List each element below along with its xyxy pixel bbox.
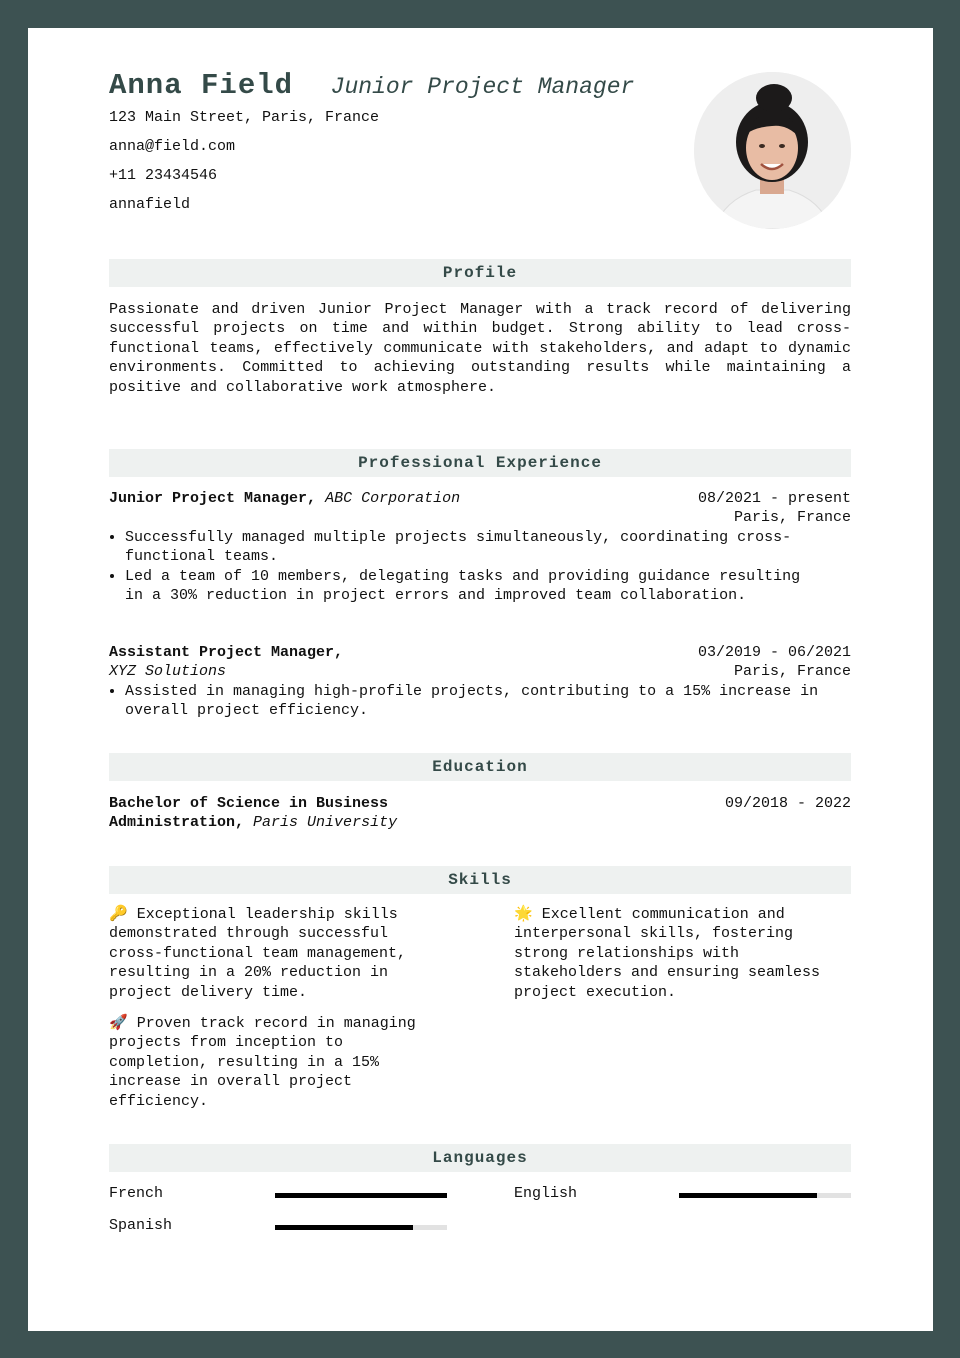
language-level-bar <box>275 1225 447 1230</box>
job-location: Paris, France <box>733 509 851 527</box>
experience-section-heading: Professional Experience <box>109 449 851 477</box>
language-name: French <box>109 1185 164 1202</box>
candidate-name: Anna Field <box>109 69 294 102</box>
skill-text: Proven track record in managing projects from inception to completion, resulting in a 15% increase in overall project efficiency. <box>109 1015 416 1110</box>
profile-summary: Passionate and driven Junior Project Manager with a track record of delivering successful projects on time and within budget. Strong ability to lead cross-functional teams, effectively communicate with stakeholders, and adapt to dynamic environments. Committed to achieving outstanding results while maintaining a positive and collaborative work atmosphere. <box>109 301 851 396</box>
languages-section-heading: Languages <box>109 1144 851 1172</box>
job-dates: 03/2019 - 06/2021 <box>697 644 851 661</box>
skill-item <box>109 1014 449 1111</box>
skill-item <box>514 905 854 1002</box>
job-company: XYZ Solutions <box>109 663 227 681</box>
language-level-fill <box>679 1193 817 1198</box>
star-icon: 🌟 <box>514 906 533 923</box>
candidate-title: Junior Project Manager <box>330 74 635 100</box>
language-level-fill <box>275 1193 447 1198</box>
job-location: Paris, France <box>733 663 851 681</box>
phone-text: +11 23434546 <box>109 167 218 184</box>
resume-page <box>28 28 933 1331</box>
language-name: Spanish <box>109 1217 173 1234</box>
job-bullet: • Led a team of 10 members, delegating tasks and providing guidance resulting in a 30% reduction in project errors and improved team collaboration. <box>125 567 825 606</box>
address-text: 123 Main Street, Paris, France <box>109 109 380 126</box>
skills-section-heading: Skills <box>109 866 851 894</box>
job-bullet-list <box>109 528 825 606</box>
skill-item <box>109 905 449 1002</box>
degree-line-1: Bachelor of Science in Business <box>109 795 389 812</box>
job-role: Junior Project Manager, <box>109 490 317 507</box>
education-section-heading: Education <box>109 753 851 781</box>
degree-line-2: Administration, <box>109 814 245 832</box>
job-meta <box>698 643 851 682</box>
school-name: Paris University <box>253 814 398 832</box>
username-link[interactable]: annafield <box>109 196 191 213</box>
job-bullet: • Successfully managed multiple projects simultaneously, coordinating cross-functional teams. <box>125 528 825 567</box>
key-icon: 🔑 <box>109 906 128 923</box>
job-bullet-list <box>109 682 825 721</box>
profile-photo-illustration <box>694 72 851 229</box>
job-entry-header <box>109 643 851 682</box>
language-name: English <box>514 1185 578 1202</box>
skill-text: Exceptional leadership skills demonstrated through successful cross-functional team management, resulting in a 20% reduction in project delivery time. <box>109 906 407 1001</box>
language-level-bar <box>679 1193 851 1198</box>
language-level-bar <box>275 1193 447 1198</box>
job-dates: 08/2021 - present <box>697 490 851 507</box>
profile-photo <box>694 72 851 229</box>
skill-text: Excellent communication and interpersonal skills, fostering strong relationships with stakeholders and ensuring seamless project execution. <box>514 906 821 1001</box>
job-meta <box>698 489 851 528</box>
education-dates: 09/2018 - 2022 <box>724 795 851 812</box>
education-entry <box>109 794 851 833</box>
header-name-row <box>109 69 634 102</box>
profile-section-heading: Profile <box>109 259 851 287</box>
job-bullet: • Assisted in managing high-profile projects, contributing to a 15% increase in overall project efficiency. <box>125 682 825 721</box>
rocket-icon: 🚀 <box>109 1015 128 1032</box>
language-level-fill <box>275 1225 413 1230</box>
job-company: ABC Corporation <box>325 490 461 507</box>
job-entry-header <box>109 489 851 527</box>
job-role: Assistant Project Manager, <box>109 644 344 661</box>
email-link[interactable]: anna@field.com <box>109 138 236 155</box>
